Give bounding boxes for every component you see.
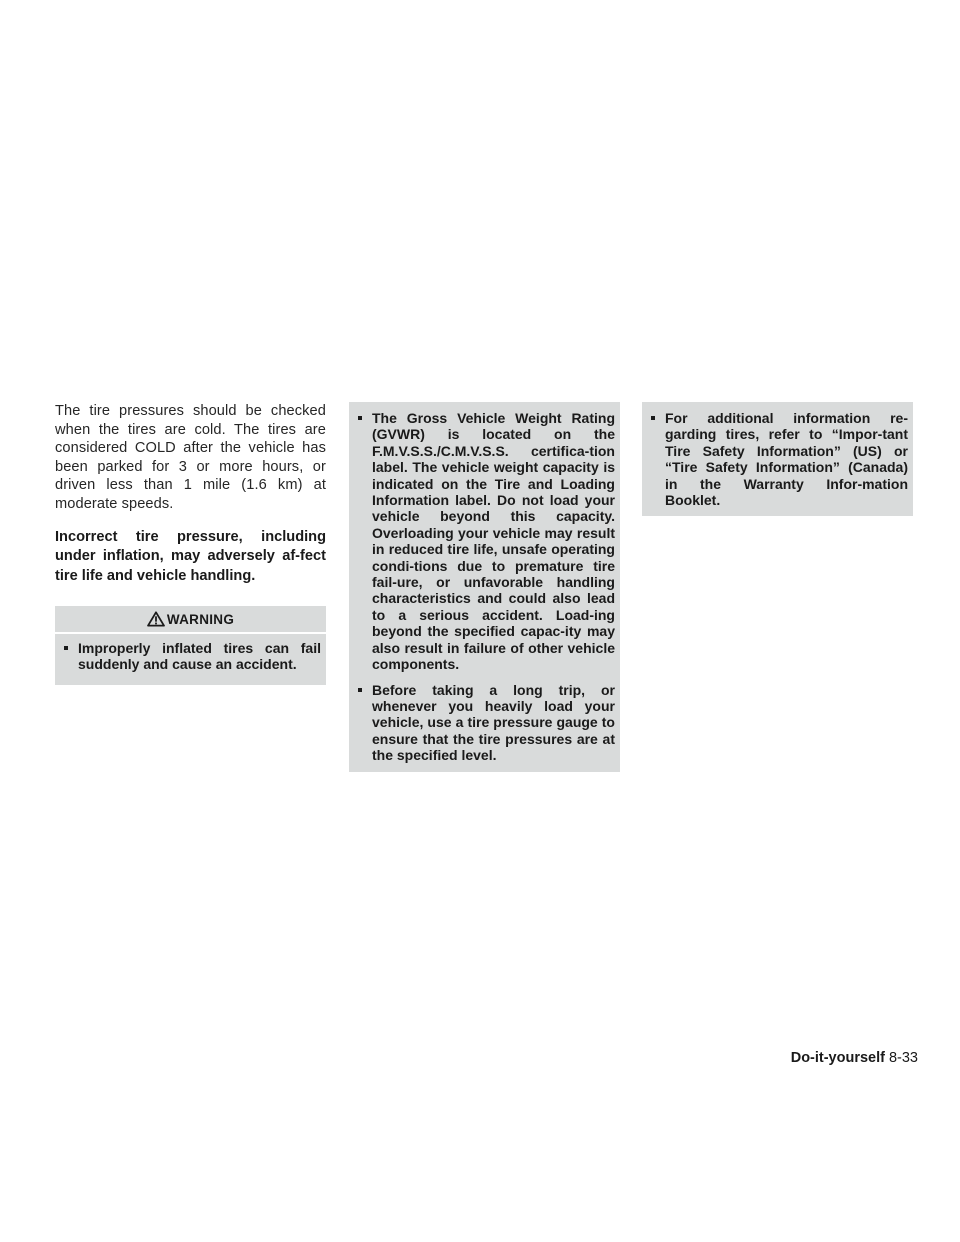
warning-box xyxy=(55,606,326,685)
warning-item xyxy=(354,682,615,764)
warning-item xyxy=(354,410,615,673)
intro-paragraph: The tire pressures should be checked when the tires are cold. The tires are considered COLD after the vehicle has been parked for 3 or more hours, or driven less than 1 mile (1.6 km) at moderate speeds. xyxy=(55,403,326,512)
warning-box-continued xyxy=(349,402,620,772)
page-number: 8-33 xyxy=(888,1050,918,1066)
warning-list xyxy=(354,410,615,764)
bullet-icon xyxy=(651,416,655,420)
warning-item xyxy=(647,410,908,508)
emphasis-paragraph: Incorrect tire pressure, including under inflation, may adversely af-fect tire life and vehicle handling. xyxy=(55,528,326,584)
warning-list xyxy=(60,640,321,673)
left-column xyxy=(55,402,326,685)
warning-item-text: Before taking a long trip, or whenever you heavily load your vehicle, use a tire pressure gauge to ensure that the tire pressures are at the specified level. xyxy=(372,681,615,764)
warning-item-text: The Gross Vehicle Weight Rating (GVWR) is located on the F.M.V.S.S./C.M.V.S.S. certifica-tion label. The vehicle weight capacity is indicated on the Tire and Loading Information label. Do not load your vehicle beyond this capacity. Overloading your vehicle may result in reduced tire life, unsafe operating condi-tions due to premature tire fail-ure, or unfavorable handling characteristics and could also lead to a serious accident. Load-ing beyond the specified capac-ity may also result in failure of other vehicle components. xyxy=(372,410,615,673)
bullet-icon xyxy=(358,688,362,692)
right-column xyxy=(642,402,913,516)
warning-list xyxy=(647,410,908,508)
middle-column xyxy=(349,402,620,772)
bullet-icon xyxy=(358,416,362,420)
warning-box-continued xyxy=(642,402,913,516)
bullet-icon xyxy=(64,646,68,650)
footer-section-title: Do-it-yourself xyxy=(790,1050,885,1066)
warning-triangle-icon xyxy=(147,611,165,627)
warning-item-text: For additional information re-garding tires, refer to “Impor-tant Tire Safety Information” (US) or “Tire Safety Information” (Canada) in the Warranty Infor-mation Booklet. xyxy=(665,410,908,509)
page-footer xyxy=(791,1050,918,1066)
warning-title: WARNING xyxy=(166,611,235,627)
warning-item-text: Improperly inflated tires can fail suddenly and cause an accident. xyxy=(78,640,321,673)
warning-item xyxy=(60,640,321,673)
warning-header xyxy=(55,606,326,634)
